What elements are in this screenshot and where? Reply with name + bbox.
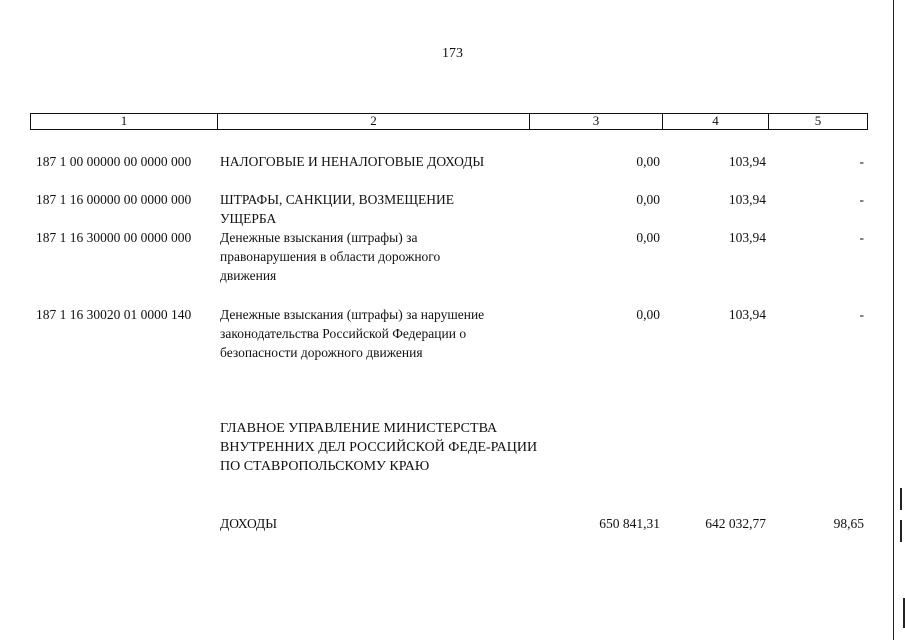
row-col5: - xyxy=(859,192,864,207)
column-header-5: 5 xyxy=(814,113,822,128)
row-name: НАЛОГОВЫЕ И НЕНАЛОГОВЫЕ ДОХОДЫ xyxy=(220,154,485,169)
row-code: 187 1 16 30020 01 0000 140 xyxy=(36,307,192,322)
row-col4: 103,94 xyxy=(728,307,766,322)
row-col5: - xyxy=(859,307,864,322)
row-name: Денежные взыскания (штрафы) за правонарушения в области дорожного движения xyxy=(220,230,441,283)
income-col4: 642 032,77 xyxy=(705,516,766,531)
row-code: 187 1 16 30000 00 0000 000 xyxy=(36,230,192,245)
row-col3: 0,00 xyxy=(636,307,660,322)
row-code: 187 1 00 00000 00 0000 000 xyxy=(36,154,192,169)
row-name: Денежные взыскания (штрафы) за нарушение законодательства Российской Федерации о безопасности дорожного движения xyxy=(220,307,485,360)
scan-margin-line xyxy=(893,0,894,640)
column-header-4: 4 xyxy=(663,114,769,129)
income-label: ДОХОДЫ xyxy=(220,516,278,531)
column-header-2: 2 xyxy=(218,114,530,129)
row-code: 187 1 16 00000 00 0000 000 xyxy=(36,192,192,207)
row-col4: 103,94 xyxy=(728,230,766,245)
income-col5: 98,65 xyxy=(833,516,864,531)
row-col3: 0,00 xyxy=(636,154,660,169)
scan-margin-mark xyxy=(900,520,902,542)
section-title: ГЛАВНОЕ УПРАВЛЕНИЕ МИНИСТЕРСТВА ВНУТРЕННИХ ДЕЛ РОССИЙСКОЙ ФЕДЕ-РАЦИИ ПО СТАВРОПОЛЬСКОМУ КРАЮ xyxy=(220,421,538,474)
row-col4: 103,94 xyxy=(728,154,766,169)
scan-margin-mark xyxy=(900,488,902,510)
income-col3: 650 841,31 xyxy=(599,516,660,531)
row-col4: 103,94 xyxy=(728,192,766,207)
row-col5: - xyxy=(859,154,864,169)
page-number: 173 xyxy=(442,46,463,61)
column-header-3: 3 xyxy=(530,114,663,129)
row-col5: - xyxy=(859,230,864,245)
row-col3: 0,00 xyxy=(636,192,660,207)
column-header-1: 1 xyxy=(31,114,218,129)
column-header-row xyxy=(30,113,868,130)
row-col3: 0,00 xyxy=(636,230,660,245)
row-name: ШТРАФЫ, САНКЦИИ, ВОЗМЕЩЕНИЕ УЩЕРБА xyxy=(220,192,454,226)
